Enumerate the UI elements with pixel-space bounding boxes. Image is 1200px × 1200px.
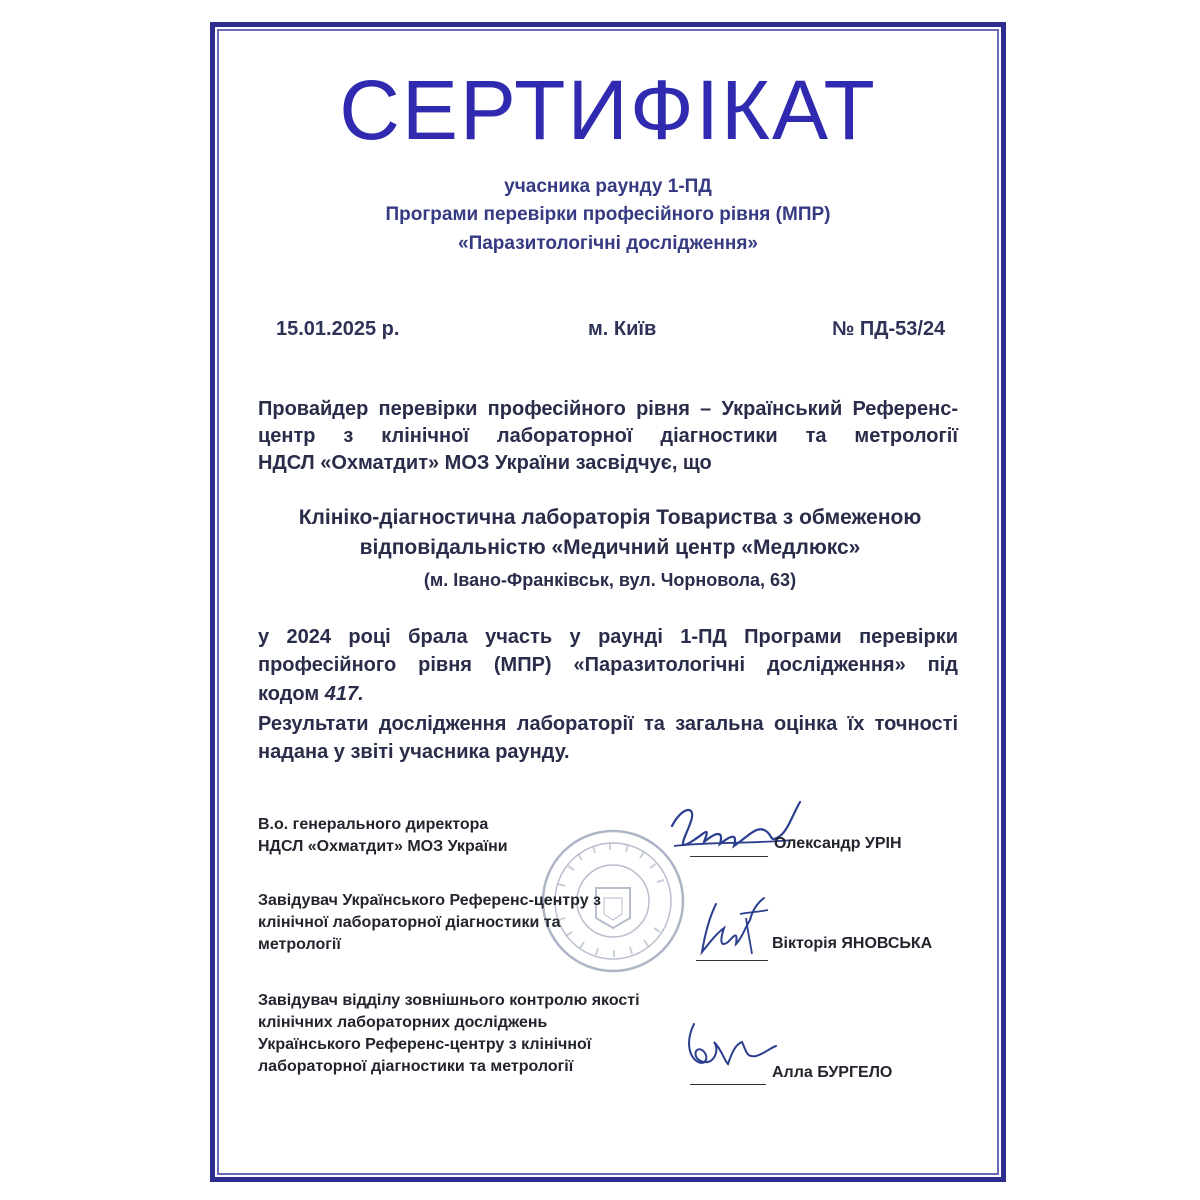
results-line-1: Результати дослідження лабораторії та загальна оцінка їх точності <box>258 713 958 735</box>
signature-3 <box>680 1016 780 1076</box>
provider-line-2: центр з клінічної лабораторної діагностики та метрології <box>258 425 958 447</box>
signatory-3-position <box>258 990 640 1078</box>
signatory-2-position-line-2: клінічної лабораторної діагностики та <box>258 914 561 931</box>
subtitle-program: Програми перевірки професійного рівня (МПР) <box>385 204 831 225</box>
laboratory-name-line-1: Клініко-діагностична лабораторія Товариства з обмеженою <box>298 506 922 529</box>
certificate-date: 15.01.2025 р. <box>276 318 400 340</box>
code-prefix: кодом <box>258 683 325 705</box>
signature-2-line <box>696 960 768 961</box>
signatory-2-position <box>258 890 601 956</box>
certificate-city: м. Київ <box>588 318 657 340</box>
signatory-1-position-line-1: В.о. генерального директора <box>258 816 489 833</box>
certificate-title: СЕРТИФІКАТ <box>339 63 877 157</box>
signatory-2-position-line-3: метрології <box>258 936 341 953</box>
results-line-2: надана у звіті учасника раунду. <box>258 741 570 763</box>
signatory-3-position-line-1: Завідувач відділу зовнішнього контролю якості <box>258 992 640 1009</box>
provider-line-3: НДСЛ «Охматдит» МОЗ України засвідчує, що <box>258 452 712 474</box>
participation-line-3 <box>258 681 958 708</box>
participation-line-2: професійного рівня (МПР) «Паразитологічні дослідження» під <box>258 654 958 676</box>
participant-code: 417. <box>324 683 364 705</box>
signatory-3-name: Алла БУРГЕЛО <box>772 1064 893 1081</box>
signatory-3-position-line-4: лабораторної діагностики та метрології <box>258 1058 574 1075</box>
laboratory-name-line-2: відповідальністю «Медичний центр «Медлюкс» <box>359 536 861 559</box>
provider-line-1: Провайдер перевірки професійного рівня – Український Референс- <box>258 398 958 420</box>
subtitle-topic: «Паразитологічні дослідження» <box>458 233 758 254</box>
signatory-1-position <box>258 814 508 858</box>
signatory-2-name: Вікторія ЯНОВСЬКА <box>772 935 933 952</box>
signatory-1-position-line-2: НДСЛ «Охматдит» МОЗ України <box>258 838 508 855</box>
signature-3-line <box>690 1084 766 1085</box>
signatory-2-position-line-1: Завідувач Українського Референс-центру з <box>258 892 601 909</box>
participation-line-1: у 2024 році брала участь у раунді 1-ПД Програми перевірки <box>258 626 958 648</box>
signatory-3-position-line-3: Українського Референс-центру з клінічної <box>258 1036 592 1053</box>
laboratory-address: (м. Івано-Франківськ, вул. Чорновола, 63) <box>423 570 797 590</box>
signatory-3-position-line-2: клінічних лабораторних досліджень <box>258 1014 548 1031</box>
signature-1-line <box>690 856 768 857</box>
signature-2 <box>694 890 774 965</box>
subtitle-round: учасника раунду 1-ПД <box>504 176 712 197</box>
certificate-number: № ПД-53/24 <box>832 318 946 340</box>
signatory-1-name: Олександр УРІН <box>774 835 902 852</box>
